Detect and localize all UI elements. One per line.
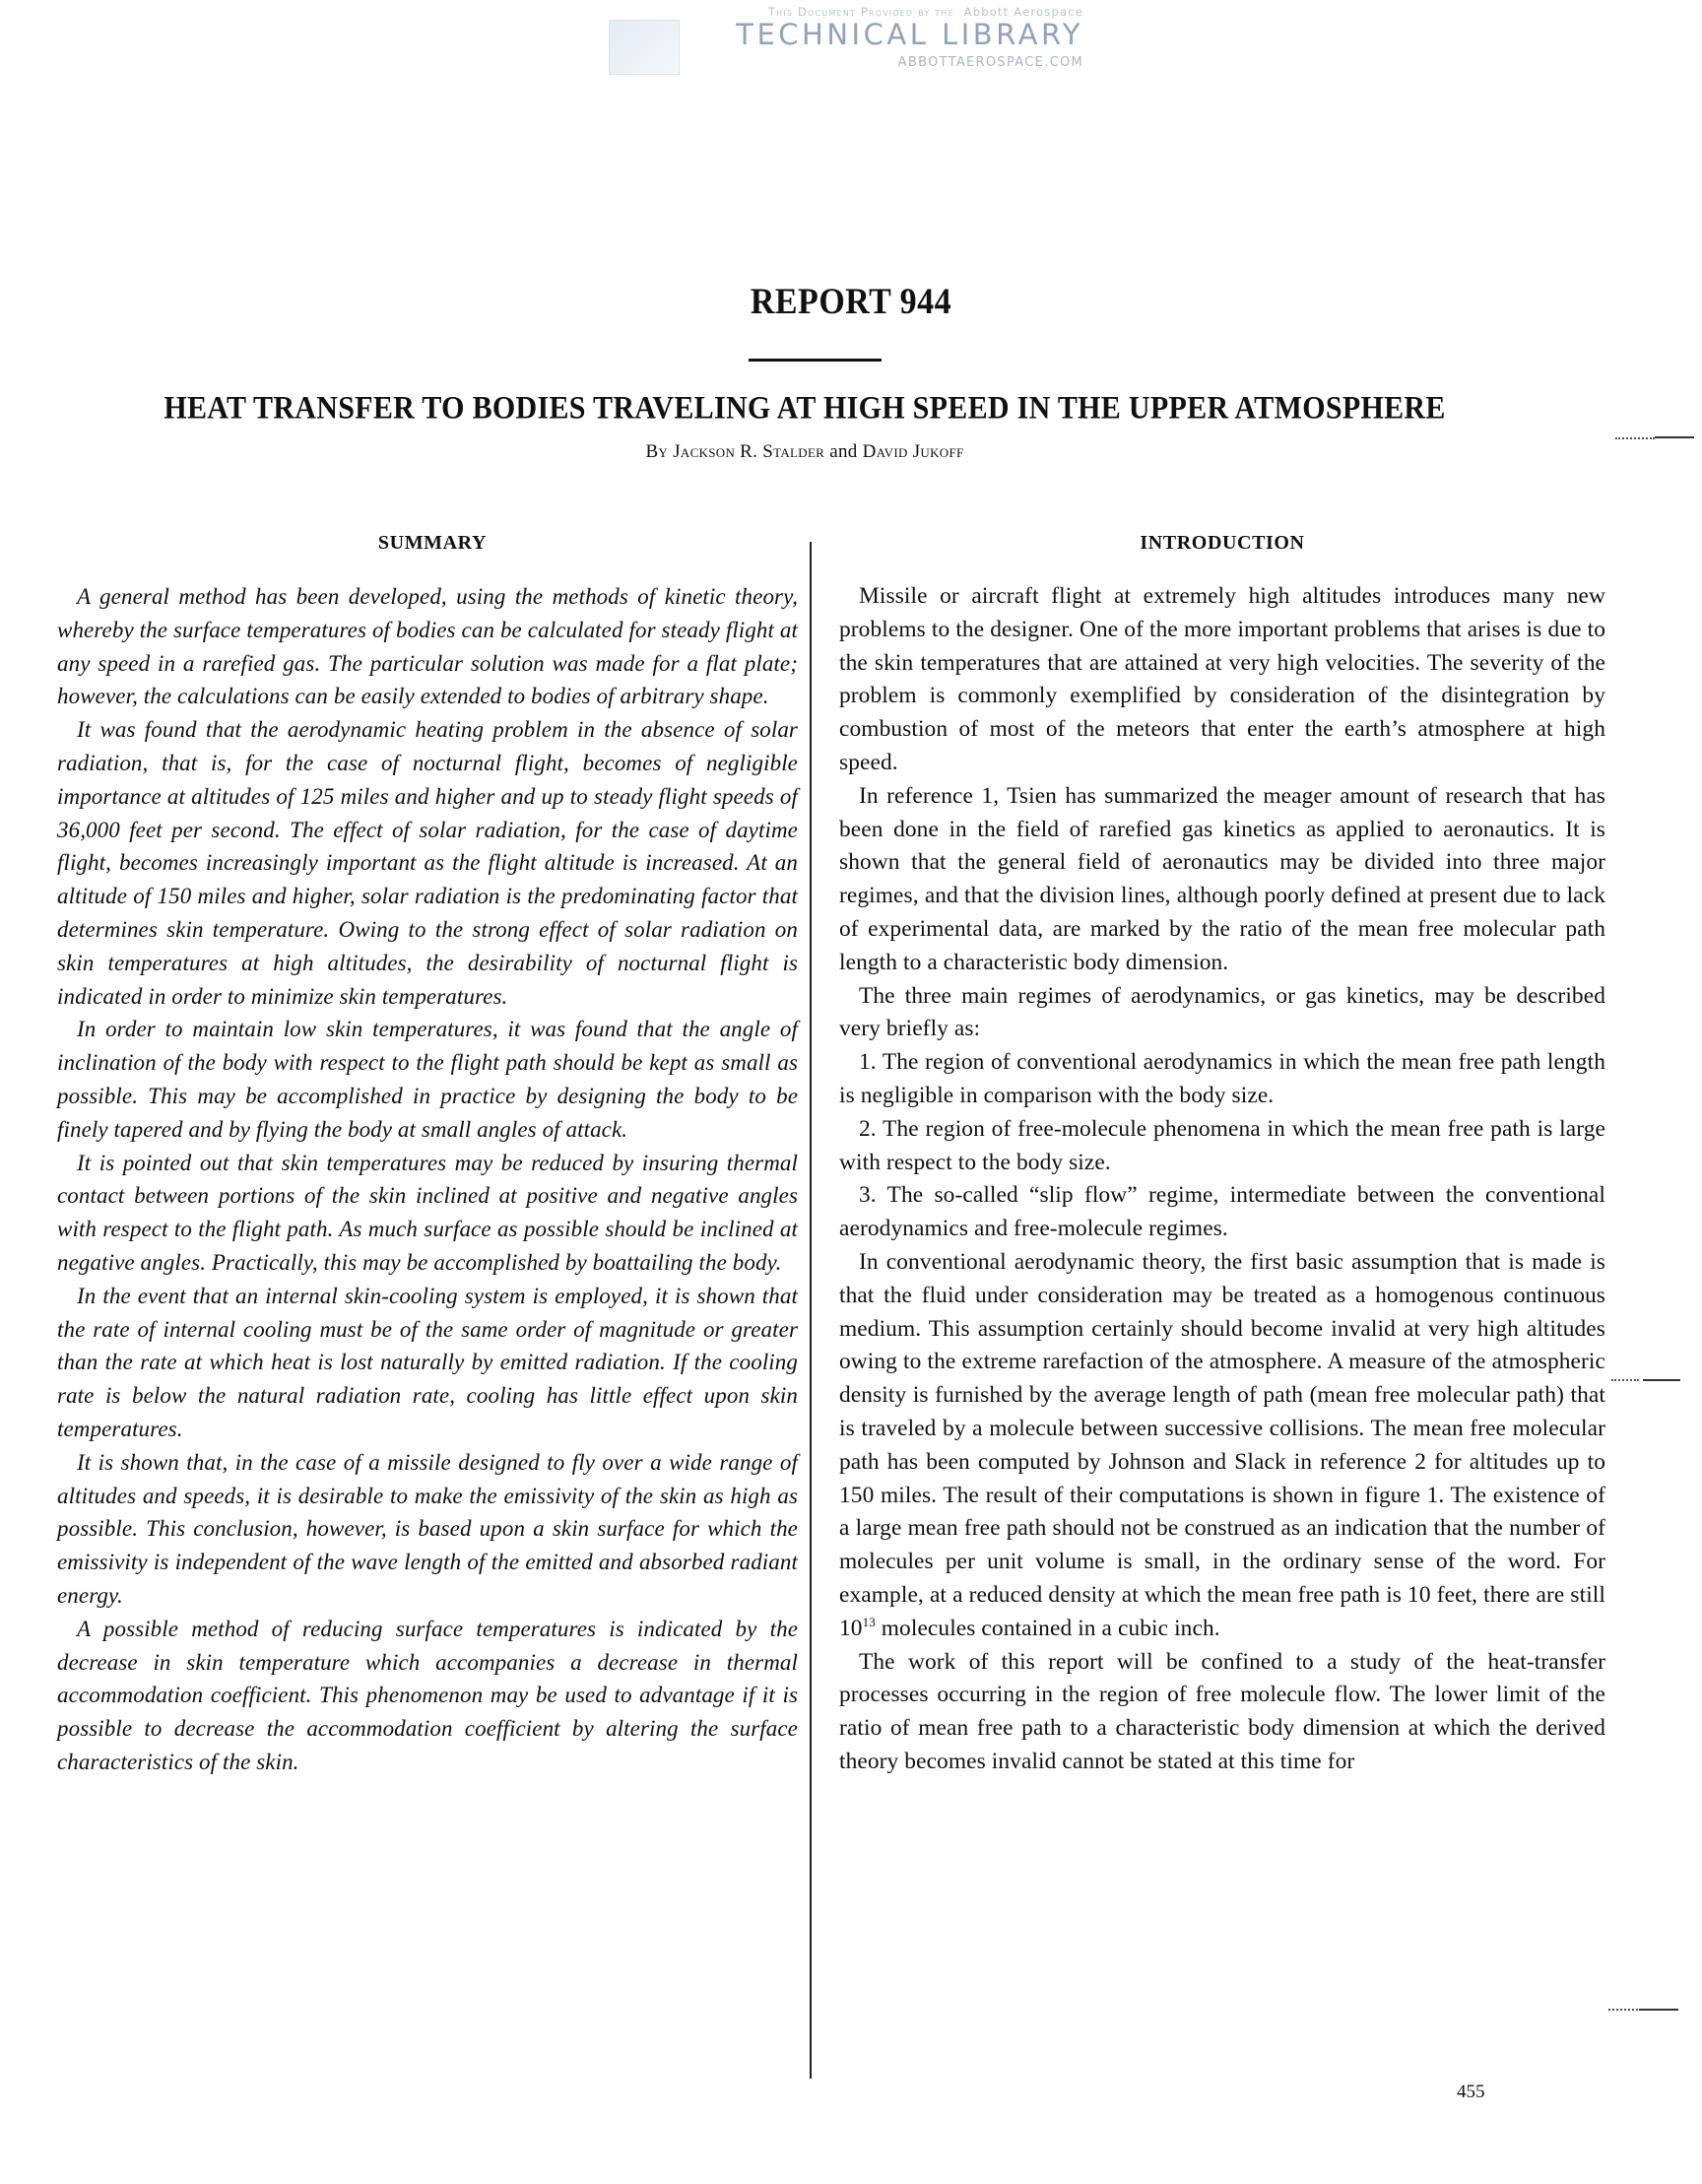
- intro-paragraph: The work of this report will be confined to a study of the heat-transfer processes occurring in the region of free molecule flow. The lower limit of the ratio of mean free path to a characteristic body dimension at which the derived theory becomes invalid cannot be stated at this time for: [839, 1648, 1605, 1774]
- density-base: 10: [839, 1615, 863, 1641]
- author-2: David Jukoff: [862, 441, 964, 462]
- column-divider: [810, 542, 812, 2079]
- intro-paragraph: Missile or aircraft flight at extremely high altitudes introduces many new problems to the designer. One of the more important problems that arises is due to the skin temperatures that are attained at very high velocities. The severity of the problem is commonly exemplified by consideration of the disintegration by combustion of most of the meteors that enter the earth’s atmosphere at high speed.: [839, 583, 1605, 775]
- title-divider: [749, 359, 882, 362]
- report-number: REPORT 944: [750, 282, 952, 322]
- regime-list-item: 3. The so-called “slip flow” regime, intermediate between the conventional aerodynamics and free-molecule regimes.: [839, 1182, 1605, 1242]
- margin-scan-mark: [1608, 2009, 1638, 2011]
- intro-paragraph: The three main regimes of aerodynamics, or gas kinetics, may be described very briefly as:: [839, 982, 1605, 1042]
- margin-scan-mark: [1655, 436, 1694, 438]
- summary-paragraph: In order to maintain low skin temperatures, it was found that the angle of inclination of the body with respect to the flight path should be kept as small as possible. This may be accomplished in practice by designing the body to be finely tapered and by flying the body at small angles of attack.: [57, 1017, 798, 1142]
- summary-paragraph: A possible method of reducing surface temperatures is indicated by the decrease in skin temperature which accompanies a decrease in thermal accommodation coefficient. This phenomenon may be used to advantage if it is possible to decrease the accommodation coefficient by altering the surface characteristics of the skin.: [57, 1616, 798, 1774]
- summary-paragraph: It is shown that, in the case of a missile designed to fly over a wide range of altitudes and speeds, it is desirable to make the emissivity of the skin as high as possible. This conclusion, however, is based upon a skin surface for which the emissivity is independent of the wave length of the emitted and absorbed radiant energy.: [57, 1449, 798, 1608]
- intro-paragraph: In reference 1, Tsien has summarized the meager amount of research that has been done in the field of rarefied gas kinetics as applied to aeronautics. It is shown that the general field of aeronautics may be divided into three major regimes, and that the division lines, although poorly defined at present due to lack of experimental data, are marked by the ratio of the mean free molecular path length to a characteristic body dimension.: [839, 782, 1605, 975]
- summary-paragraph: It was found that the aerodynamic heating problem in the absence of solar radiation, that is, for the case of nocturnal flight, becomes of negligible importance at altitudes of 125 miles and higher and up to steady flight speeds of 36,000 feet per second. The effect of solar radiation, for the case of daytime flight, becomes increasingly important as the flight altitude is increased. At an altitude of 150 miles and higher, solar radiation is the predominating factor that determines skin temperature. Owing to the strong effect of solar radiation on skin temperatures at high altitudes, the desirability of nocturnal flight is indicated in order to minimize skin temperatures.: [57, 717, 798, 1009]
- regime-list-item: 1. The region of conventional aerodynamics in which the mean free path length is negligible in comparison with the body size.: [839, 1049, 1605, 1108]
- summary-paragraph: It is pointed out that skin temperatures may be reduced by insuring thermal contact between portions of the skin inclined at positive and negative angles with respect to the flight path. As much surface as possible should be inclined at negative angles. Practically, this may be accomplished by boattailing the body.: [57, 1150, 798, 1275]
- intro-paragraph-tail: molecules contained in a cubic inch.: [881, 1615, 1220, 1641]
- watermark-brand: Abbott Aerospace: [963, 5, 1083, 19]
- summary-column: [57, 532, 798, 1779]
- margin-scan-mark: [1643, 1379, 1680, 1381]
- summary-paragraph: A general method has been developed, using the methods of kinetic theory, whereby the surface temperatures of bodies can be calculated for steady flight at any speed in a rarefied gas. The particular solution was made for a flat plate; however, the calculations can be easily extended to bodies of arbitrary shape.: [57, 584, 798, 709]
- byline: [0, 441, 1609, 463]
- report-title: HEAT TRANSFER TO BODIES TRAVELING AT HIGH SPEED IN THE UPPER ATMOSPHERE: [164, 390, 1446, 427]
- byline-and: and: [829, 441, 858, 462]
- margin-scan-mark: [1639, 2009, 1678, 2011]
- page-number: 455: [1457, 2082, 1485, 2102]
- summary-paragraph: In the event that an internal skin-cooling system is employed, it is shown that the rate of internal cooling must be of the same order of magnitude or greater than the rate at which heat is lost naturally by emitted radiation. If the cooling rate is below the natural radiation rate, cooling has little effect upon skin temperatures.: [57, 1283, 798, 1441]
- watermark-provided-by: [601, 5, 1083, 19]
- summary-heading: SUMMARY: [377, 532, 488, 554]
- margin-scan-mark: [1611, 1379, 1639, 1381]
- watermark-prefix: This Document Provided by the: [767, 5, 954, 19]
- abbott-aerospace-watermark: [601, 2, 1083, 73]
- introduction-column: [839, 532, 1605, 1779]
- intro-paragraph: [839, 1246, 1605, 1646]
- introduction-heading: INTRODUCTION: [1140, 532, 1305, 554]
- density-exponent: 13: [862, 1614, 876, 1629]
- regime-list-item: 2. The region of free-molecule phenomena in which the mean free path is large with respect to the body size.: [839, 1115, 1605, 1175]
- intro-paragraph-text: In conventional aerodynamic theory, the first basic assumption that is made is that the fluid under consideration may be treated as a homogenous continuous medium. This assumption certainly should become invalid at very high altitudes owing to the extreme rarefaction of the atmosphere. A measure of the atmospheric density is furnished by the average length of path (mean free molecular path) that is traveled by a molecule between successive collisions. The mean free molecular path has been computed by Johnson and Slack in reference 2 for altitudes up to 150 miles. The result of their computations is shown in figure 1. The existence of a large mean free path should not be construed as an indication that the number of molecules per unit volume is small, in the ordinary sense of the word. For example, at a reduced density at which the mean free path is 10 feet, there are still: [839, 1248, 1605, 1608]
- watermark-url: ABBOTTAEROSPACE.COM: [897, 55, 1083, 70]
- margin-scan-mark: [1615, 437, 1655, 439]
- byline-prefix: By: [645, 441, 669, 462]
- density-value: [839, 1616, 876, 1641]
- author-1: Jackson R. Stalder: [673, 441, 825, 462]
- watermark-technical-library: TECHNICAL LIBRARY: [736, 18, 1083, 51]
